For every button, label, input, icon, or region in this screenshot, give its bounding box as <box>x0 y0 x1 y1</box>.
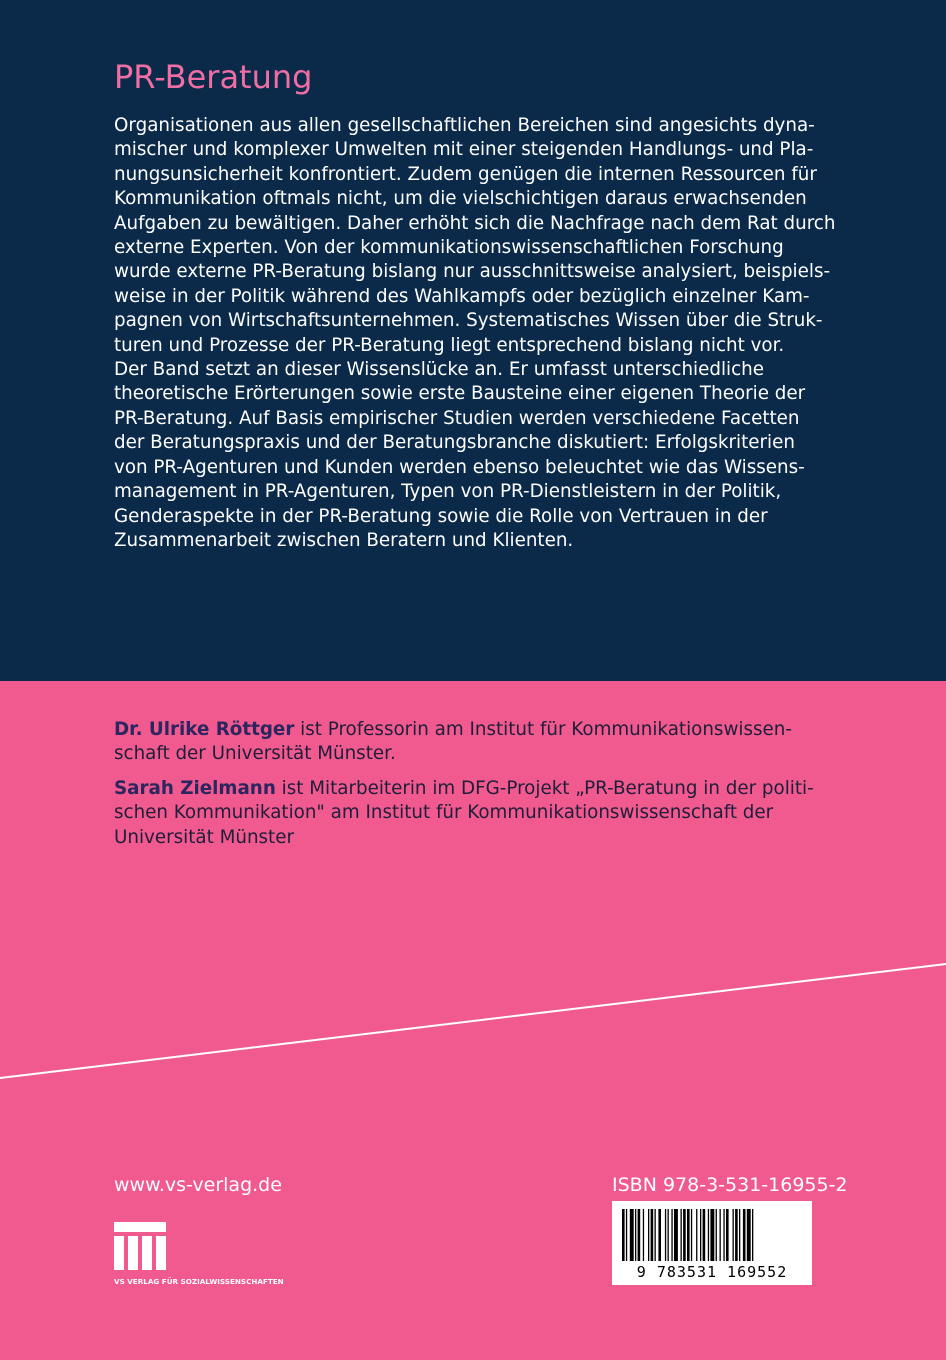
barcode-bar <box>739 1209 740 1261</box>
barcode-bar <box>700 1209 701 1261</box>
publisher-logo <box>114 1222 314 1292</box>
author-bio-text: ist Mitarbeiterin im DFG-Projekt „PR-Beratung in der politi- <box>275 778 814 799</box>
description-line: der Beratungspraxis und der Beratungsbranche diskutiert: Erfolgskriterien <box>114 432 795 454</box>
barcode-bar <box>743 1209 746 1261</box>
barcode-bar <box>643 1209 644 1261</box>
description-line: turen und Prozesse der PR-Beratung liegt entsprechend bislang nicht vor. <box>114 334 785 356</box>
barcode-bar <box>651 1209 654 1261</box>
barcode-bar <box>723 1209 724 1261</box>
barcode-bar <box>658 1209 661 1261</box>
description-line: PR-Beratung. Auf Basis empirischer Studien werden verschiedene Facetten <box>114 407 800 429</box>
author-bio-text: ist Professorin am Institut für Kommunikationswissen- <box>294 719 792 740</box>
description-line: von PR-Agenturen und Kunden werden ebenso beleuchtet wie das Wissens- <box>114 456 805 478</box>
barcode-bar <box>655 1209 656 1261</box>
author-bio-text: schaft der Universität Münster. <box>114 743 396 765</box>
description-line: mischer und komplexer Umwelten mit einer steigenden Handlungs- und Pla- <box>114 139 814 161</box>
barcode-bar <box>683 1209 686 1261</box>
publisher-url: www.vs-verlag.de <box>114 1174 282 1196</box>
barcode-bars <box>620 1209 804 1265</box>
barcode-bar <box>671 1209 672 1261</box>
description-line: theoretische Erörterungen sowie erste Bausteine einer eigenen Theorie der <box>114 383 806 405</box>
description-line: Kommunikation oftmals nicht, um die vielschichtigen daraus erwachsenden <box>114 188 807 210</box>
description-line: Organisationen aus allen gesellschaftlichen Bereichen sind angesichts dyna- <box>114 115 815 136</box>
barcode-bar <box>735 1209 738 1261</box>
barcode-bar <box>696 1209 697 1261</box>
barcode-bar <box>720 1209 721 1261</box>
description-line: externe Experten. Von der kommunikationswissenschaftlichen Forschung <box>114 237 784 259</box>
barcode-bar <box>691 1209 692 1261</box>
barcode-bar <box>626 1209 627 1261</box>
description-line: Der Band setzt an dieser Wissenslücke an. Er umfasst unterschiedliche <box>114 359 765 381</box>
barcode-bar <box>668 1209 669 1261</box>
barcode-number: 9 783531 169552 <box>636 1263 788 1281</box>
description-line: weise in der Politik während des Wahlkampfs oder bezüglich einzelner Kam- <box>114 285 810 307</box>
author-bio-roettger <box>114 718 814 767</box>
author-bio-text: Universität Münster <box>114 826 294 848</box>
barcode-bar <box>635 1209 636 1261</box>
barcode-bar <box>747 1209 751 1261</box>
barcode-bar <box>674 1209 678 1261</box>
author-bio-text: schen Kommunikation" am Institut für Kommunikationswissenschaft der <box>114 802 774 824</box>
publisher-logo-text: VS VERLAG FÜR SOZIALWISSENSCHAFTEN <box>114 1277 284 1286</box>
barcode-bar <box>708 1209 709 1261</box>
barcode-bar <box>630 1209 634 1261</box>
barcode-bar <box>726 1209 729 1261</box>
barcode-bar <box>733 1209 734 1261</box>
author-name: Dr. Ulrike Röttger <box>114 719 295 740</box>
description-line: Aufgaben zu bewältigen. Daher erhöht sich die Nachfrage nach dem Rat durch <box>114 212 836 234</box>
barcode-bar <box>710 1209 714 1261</box>
barcode-bar <box>703 1209 706 1261</box>
description-line: Zusammenarbeit zwischen Beratern und Klienten. <box>114 529 574 551</box>
description-line: wurde externe PR-Beratung bislang nur ausschnittsweise analysiert, beispiels- <box>114 261 831 283</box>
barcode-bar <box>622 1209 625 1261</box>
book-title: PR-Beratung <box>114 58 313 96</box>
barcode-bar <box>687 1209 690 1261</box>
barcode-bar <box>716 1209 717 1261</box>
description-line: pagnen von Wirtschaftsunternehmen. Systematisches Wissen über die Struk- <box>114 310 823 332</box>
diagonal-line <box>0 960 946 1080</box>
barcode <box>612 1201 812 1285</box>
barcode-bar <box>638 1209 641 1261</box>
publisher-logo-icon <box>114 1222 314 1292</box>
author-bio-zielmann <box>114 777 814 850</box>
barcode-bar <box>665 1209 666 1261</box>
description-line: Genderaspekte in der PR-Beratung sowie die Rolle von Vertrauen in der <box>114 505 768 527</box>
barcode-bar <box>648 1209 649 1261</box>
author-name: Sarah Zielmann <box>114 778 276 799</box>
isbn-label: ISBN 978-3-531-16955-2 <box>612 1174 848 1196</box>
description-line: nungsunsicherheit konfrontiert. Zudem genügen die internen Ressourcen für <box>114 163 817 185</box>
barcode-bar <box>681 1209 682 1261</box>
barcode-bar <box>752 1209 753 1261</box>
description-line: management in PR-Agenturen, Typen von PR-Dienstleistern in der Politik, <box>114 481 782 503</box>
book-description <box>114 114 836 553</box>
